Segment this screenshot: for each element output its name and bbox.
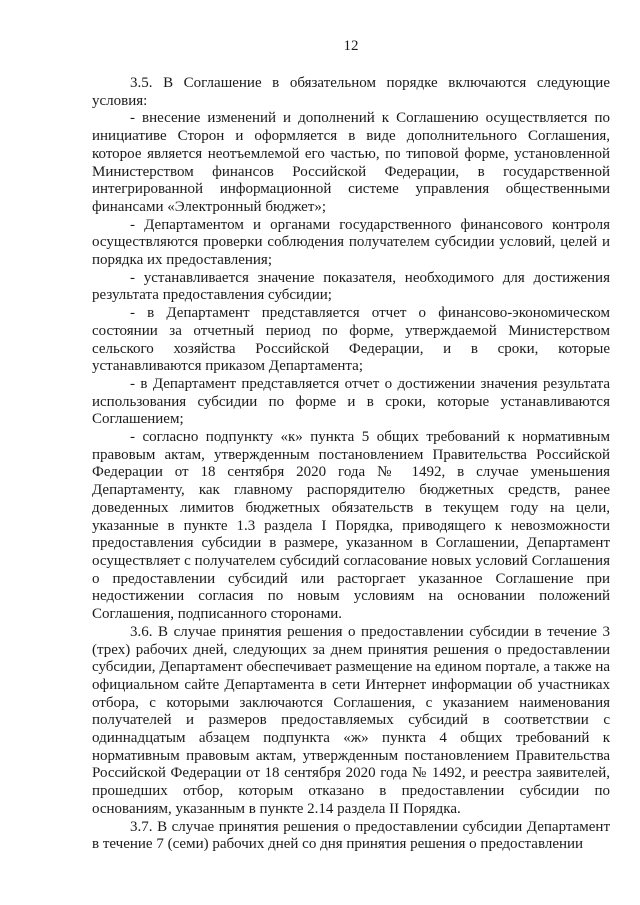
- paragraph-3-5-intro: 3.5. В Соглашение в обязательном порядке включаются следующие условия:: [92, 75, 610, 109]
- paragraph-financial-report: - в Департамент представляется отчет о финансово-экономическом состоянии за отчетный период по форме, утверждаемой Министерством сельского хозяйства Российской Федерации, и в сроки, которые устанавливаются приказом Департамента;: [92, 305, 610, 375]
- paragraph-control-checks: - Департаментом и органами государственного финансового контроля осуществляются проверки соблюдения получателем субсидии условий, целей и порядка их предоставления;: [92, 216, 610, 269]
- paragraph-result-report: - в Департамент представляется отчет о достижении значения результата использования субсидии по форме и в сроки, которые устанавливаются Соглашением;: [92, 375, 610, 428]
- paragraph-indicator: - устанавливается значение показателя, необходимого для достижения результата предоставления субсидии;: [92, 269, 610, 304]
- paragraph-amendments: - внесение изменений и дополнений к Соглашению осуществляется по инициативе Сторон и оформляется в виде дополнительного Соглашения, которое является неотъемлемой его частью, по типовой форме, установленной Министерством финансов Российской Федерации, в государственной интегрированной информационной системе управления общественными финансами «Электронный бюджет»;: [92, 110, 610, 215]
- page-number: 12: [343, 38, 359, 54]
- paragraph-limits-reduction: - согласно подпункту «к» пункта 5 общих требований к нормативным правовым актам, утвержденным постановлением Правительства Российской Федерации от 18 сентября 2020 года № 1492, в случае уменьшения Департаменту, как главному распорядителю бюджетных средств, ранее доведенных лимитов бюджетных обязательств в текущем году на цели, указанные в пункте 1.3 раздела I Порядка, приводящего к невозможности предоставления субсидии в размере, указанном в Соглашении, Департамент осуществляет с получателем субсидий согласование новых условий Соглашения о предоставлении субсидий или расторгает указанное Соглашение при недостижении согласия по новым условиям на основании положений Соглашения, подписанного сторонами.: [92, 429, 610, 623]
- paragraph-3-7: 3.7. В случае принятия решения о предоставлении субсидии Департамент в течение 7 (семи) рабочих дней со дня принятия решения о предоставлении: [92, 818, 610, 853]
- paragraph-3-6: 3.6. В случае принятия решения о предоставлении субсидии в течение 3 (трех) рабочих дней, следующих за днем принятия решения о предоставлении субсидии, Департамент обеспечивает размещение на едином портале, а также на официальном сайте Департамента в сети Интернет информации об участниках отбора, с которыми заключаются Соглашения, с указанием наименования получателей и размеров предоставляемых субсидий в соответствии с одиннадцатым абзацем подпункта «ж» пункта 4 общих требований к нормативным правовым актам, утвержденным постановлением Правительства Российской Федерации от 18 сентября 2020 года № 1492, и реестра заявителей, прошедших отбор, которым отказано в предоставлении субсидии по основаниям, указанным в пункте 2.14 раздела II Порядка.: [92, 623, 610, 817]
